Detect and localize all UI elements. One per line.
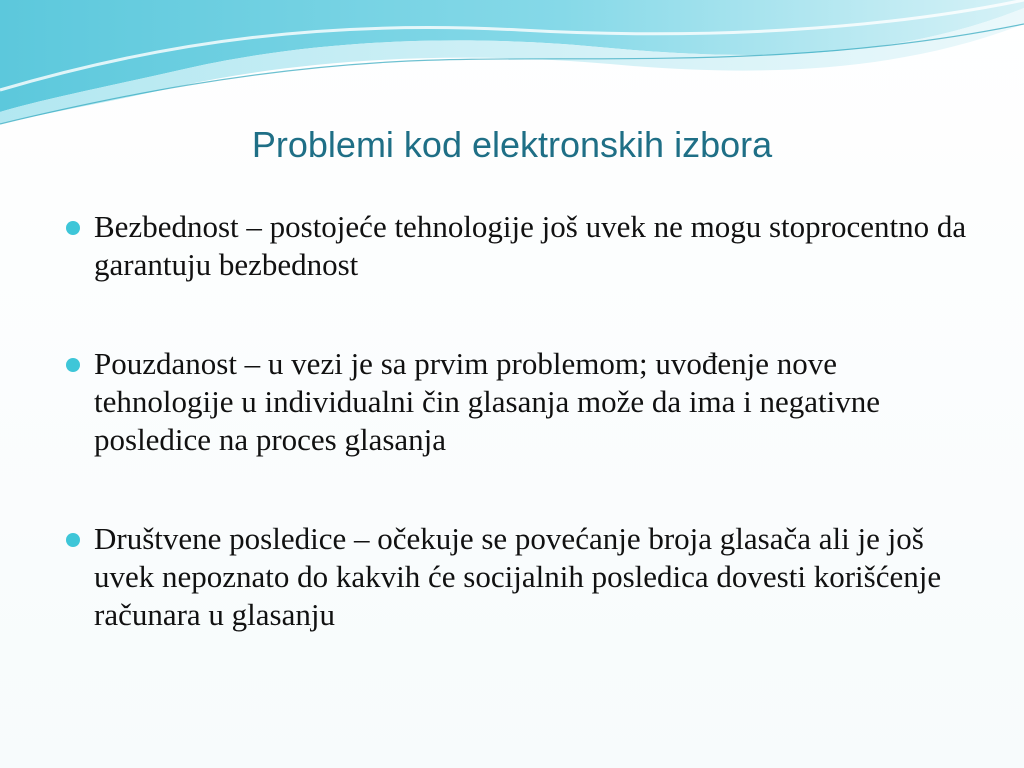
bullet-item-bezbednost: [60, 208, 980, 284]
bullet-item-pouzdanost: [60, 345, 980, 459]
round-bullet-icon: [66, 533, 80, 547]
bullet-item-drustvene-posledice: [60, 520, 980, 634]
header-wave-icon: [0, 0, 1024, 130]
bullet-text: Bezbednost – postojeće tehnologije još uvek ne mogu stoprocentno da garantuju bezbednost: [94, 209, 967, 282]
round-bullet-icon: [66, 358, 80, 372]
bullet-text: Društvene posledice – očekuje se povećanje broja glasača ali je još uvek nepoznato do kakvih će socijalnih posledica dovesti korišćenje računara u glasanju: [94, 521, 942, 632]
bullet-text: Pouzdanost – u vezi je sa prvim problemom; uvođenje nove tehnologije u individualni čin glasanja može da ima i negativne posledice na proces glasanja: [94, 346, 880, 457]
round-bullet-icon: [66, 221, 80, 235]
slide-title: Problemi kod elektronskih izbora: [251, 124, 773, 165]
bullet-list: [60, 208, 980, 634]
